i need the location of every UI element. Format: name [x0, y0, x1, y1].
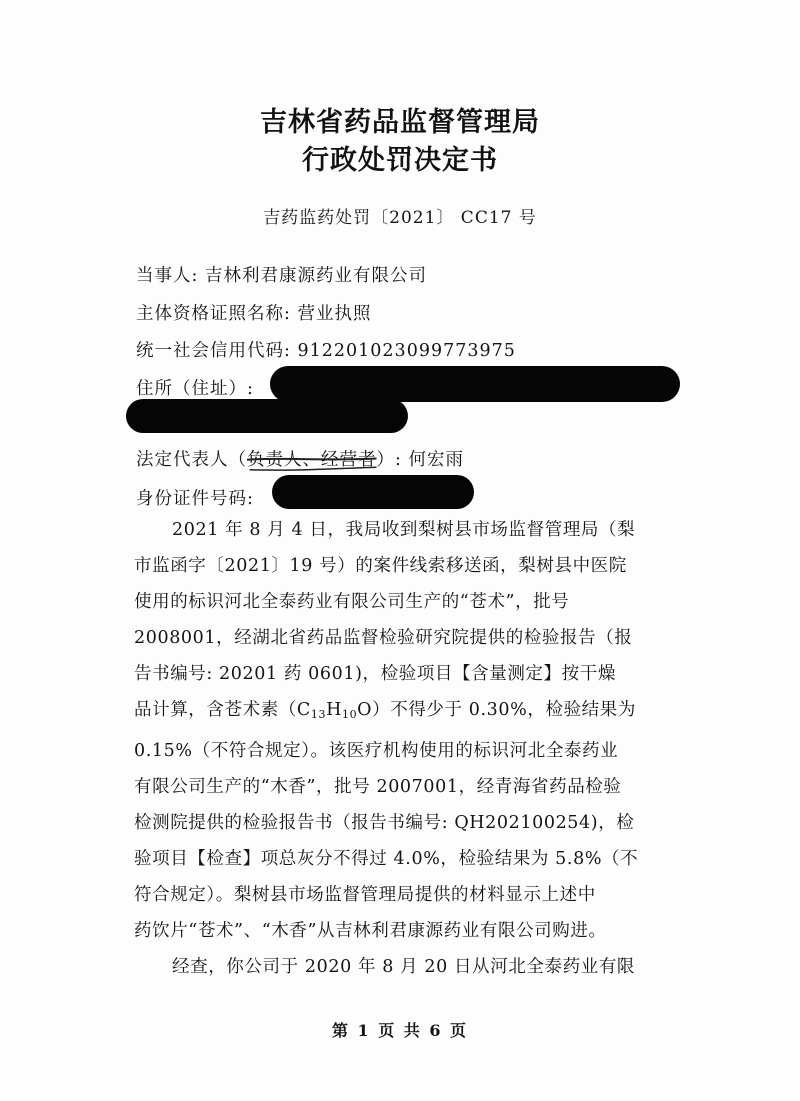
party-value: 吉林利君康源药业有限公司 [204, 266, 427, 286]
body-line: 经查，你公司于 2020 年 8 月 20 日从河北全泰药业有限 [172, 957, 636, 977]
body-line: 有限公司生产的“木香”，批号 2007001，经青海省药品检验 [134, 777, 622, 797]
legal-rep-row [136, 446, 464, 471]
credit-code-row [136, 337, 516, 362]
body-line: 市监函字〔2021〕19 号）的案件线索移送函，梨树县中医院 [134, 556, 627, 576]
address-redaction-mark-2 [126, 399, 408, 433]
legal-rep-label-prefix: 法定代表人（ [136, 450, 247, 470]
body-line: 0.15%（不符合规定）。该医疗机构使用的标识河北全泰药业 [134, 741, 619, 761]
legal-rep-label-suffix: ）: [376, 450, 402, 470]
body-line-formula: 品计算，含苍术素$(C_{13}H_{10}O)$不得少于 0.30%，检验结果为 [134, 700, 636, 721]
body-line: 2021 年 8 月 4 日，我局收到梨树县市场监督管理局（梨 [172, 520, 636, 540]
legal-rep-struck-text: 负责人、经营者 [247, 446, 377, 471]
case-body [134, 512, 682, 985]
credit-code-value: 912201023099773975 [297, 341, 516, 361]
credit-code-label: 统一社会信用代码: [136, 341, 291, 361]
qualification-row [136, 300, 371, 325]
body-line: 验项目【检查】项总灰分不得过 4.0%，检验结果为 5.8%（不 [134, 849, 639, 869]
address-label: 住所（住址）: [136, 379, 254, 399]
legal-rep-value: 何宏雨 [408, 450, 464, 470]
page-number: 第 1 页 共 6 页 [331, 1021, 469, 1040]
id-number-row [136, 485, 254, 510]
qualification-value: 营业执照 [297, 304, 372, 324]
address-row [136, 375, 254, 400]
qualification-label: 主体资格证照名称: [136, 304, 291, 324]
address-redaction-mark [270, 366, 680, 402]
body-line: 药饮片“苍术”、“木香”从吉林利君康源药业有限公司购进。 [134, 921, 607, 941]
document-title-type: 行政处罚决定书 [302, 145, 498, 176]
body-line: 检测院提供的检验报告书（报告书编号: QH202100254)，检 [134, 813, 635, 833]
handwritten-strike-icon [247, 446, 377, 471]
body-line: 符合规定）。梨树县市场监督管理局提供的材料显示上述中 [134, 885, 596, 905]
document-title-authority: 吉林省药品监督管理局 [260, 107, 540, 138]
body-line: 使用的标识河北全泰药业有限公司生产的“苍术”，批号 [134, 592, 570, 612]
party-label: 当事人: [136, 266, 199, 286]
party-row [136, 262, 427, 287]
id-number-redaction-mark [272, 475, 474, 509]
body-line: 2008001，经湖北省药品监督检验研究院提供的检验报告（报 [134, 628, 633, 648]
id-number-label: 身份证件号码: [136, 489, 254, 509]
document-number: 吉药监药处罚〔2021〕 CC17 号 [263, 208, 537, 228]
body-line: 告书编号: 20201 药 0601)，检验项目【含量测定】按干燥 [134, 664, 616, 684]
